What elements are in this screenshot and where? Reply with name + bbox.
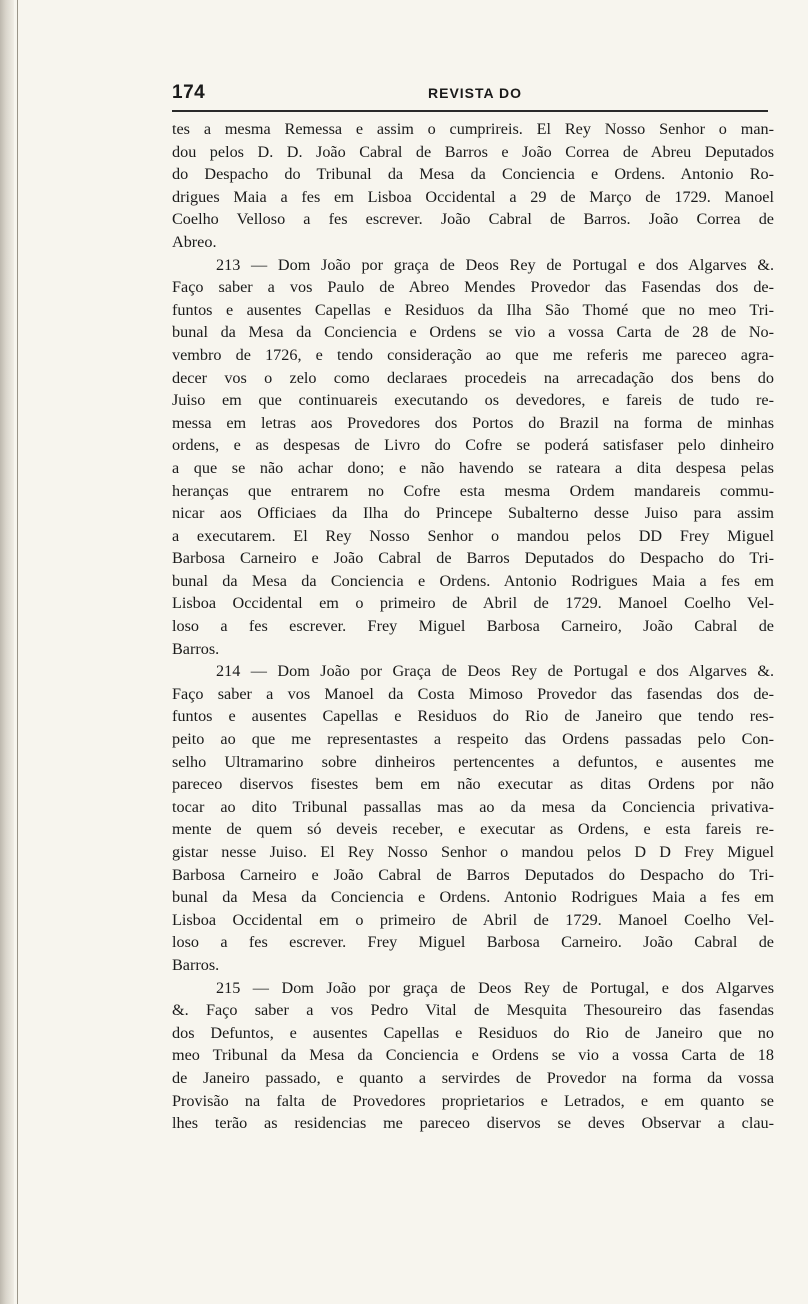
text-line: 213 — Dom João por graça de Deos Rey de Portugal e dos Algarves &. [216, 255, 774, 274]
text-line: Coelho Velloso a fes escrever. João Cabral de Barros. João Correa de [172, 210, 774, 229]
text-line: Faço saber a vos Paulo de Abreo Mendes Provedor das Fasendas dos de- [172, 278, 774, 297]
text-line: ordens, e as despesas de Livro do Cofre se poderá satisfaser pelo dinheiro [172, 436, 774, 455]
text-line: Barbosa Carneiro e João Cabral de Barros Deputados do Despacho do Tri- [172, 865, 774, 884]
text-line: gistar nesse Juiso. El Rey Nosso Senhor o mandou pelos D D Frey Miguel [172, 843, 774, 861]
text-line: Lisboa Occidental em o primeiro de Abril de 1729. Manoel Coelho Vel- [172, 594, 774, 613]
text-line: messa em letras aos Provedores dos Portos do Brazil na forma de minhas [172, 413, 774, 432]
text-line: nicar aos Officiaes da Ilha do Princepe Subalterno desse Juiso para assim [172, 504, 774, 523]
text-line: decer vos o zelo como declaraes procedeis na arrecadação dos bens do [172, 368, 774, 387]
text-line: 214 — Dom João por Graça de Deos Rey de Portugal e dos Algarves &. [216, 662, 774, 681]
text-line: bunal da Mesa da Conciencia e Ordens se vio a vossa Carta de 28 de No- [172, 323, 774, 342]
text-line: Abreo. [172, 232, 217, 251]
text-line: loso a fes escrever. Frey Miguel Barbosa Carneiro, João Cabral de [172, 617, 774, 636]
text-line: pareceo diservos fisestes bem em não executar as ditas Ordens por não [172, 775, 774, 794]
text-line: Lisboa Occidental em o primeiro de Abril de 1729. Manoel Coelho Vel- [172, 910, 774, 929]
text-line: do Despacho do Tribunal da Mesa da Conciencia e Ordens. Antonio Ro- [172, 165, 774, 184]
text-line: lhes terão as residencias me pareceo diservos se deves Observar a clau- [172, 1114, 774, 1133]
text-line: funtos e ausentes Capellas e Residuos do Rio de Janeiro que tendo res- [172, 707, 774, 726]
text-line: &. Faço saber a vos Pedro Vital de Mesquita Thesoureiro das fasendas [172, 1001, 774, 1020]
text-line: peito ao que me representastes a respeito das Ordens passadas pelo Con- [172, 730, 774, 749]
text-line: Barros. [172, 955, 220, 974]
text-line: de Janeiro passado, e quanto a servirdes de Provedor na forma da vossa [172, 1068, 774, 1087]
text-line: funtos e ausentes Capellas e Residuos da Ilha São Thomé que no meo Tri- [172, 300, 774, 319]
text-line: Juiso em que continuareis executando os devedores, e fareis de tudo re- [172, 391, 774, 410]
text-line: Provisão na falta de Provedores proprietarios e Letrados, e em quanto se [172, 1091, 774, 1110]
page-header [172, 82, 768, 108]
text-line: a executarem. El Rey Nosso Senhor o mandou pelos DD Frey Miguel [172, 526, 774, 545]
running-title: REVISTA DO [428, 85, 523, 101]
text-line: Barbosa Carneiro e João Cabral de Barros Deputados do Despacho do Tri- [172, 549, 774, 568]
page-number: 174 [172, 82, 206, 103]
text-line: mente de quem só deveis receber, e executar as Ordens, e esta fareis re- [172, 820, 774, 839]
text-line: dos Defuntos, e ausentes Capellas e Residuos do Rio de Janeiro que no [172, 1023, 774, 1042]
text-line: a que se não achar dono; e não havendo se rateara a dita despesa pelas [172, 458, 774, 477]
page-binding-shadow [0, 0, 14, 1304]
text-line: meo Tribunal da Mesa da Conciencia e Ordens se vio a vossa Carta de 18 [172, 1046, 774, 1065]
text-line: tocar ao dito Tribunal passallas mas ao da mesa da Conciencia privativa- [172, 797, 774, 816]
text-line: Faço saber a vos Manoel da Costa Mimoso Provedor das fasendas dos de- [172, 684, 774, 703]
text-line: heranças que entrarem no Cofre esta mesma Ordem mandareis commu- [172, 481, 774, 500]
text-line: tes a mesma Remessa e assim o cumprireis. El Rey Nosso Senhor o man- [172, 120, 774, 138]
text-line: bunal da Mesa da Conciencia e Ordens. Antonio Rodrigues Maia a fes em [172, 571, 774, 590]
text-line: vembro de 1726, e tendo consideração ao que me referis me pareceo agra- [172, 345, 774, 364]
text-line: selho Ultramarino sobre dinheiros pertencentes a defuntos, e ausentes me [172, 752, 774, 771]
text-line: 215 — Dom João por graça de Deos Rey de Portugal, e dos Algarves [216, 978, 774, 997]
body-text [172, 118, 774, 1135]
text-line: dou pelos D. D. João Cabral de Barros e João Correa de Abreu Deputados [172, 142, 774, 161]
text-line: bunal da Mesa da Conciencia e Ordens. Antonio Rodrigues Maia a fes em [172, 888, 774, 907]
text-line: Barros. [172, 639, 220, 658]
header-rule [172, 110, 768, 112]
text-line: loso a fes escrever. Frey Miguel Barbosa Carneiro. João Cabral de [172, 933, 774, 952]
text-line: drigues Maia a fes em Lisboa Occidental a 29 de Março de 1729. Manoel [172, 187, 774, 206]
page-binding-edge [17, 0, 18, 1304]
